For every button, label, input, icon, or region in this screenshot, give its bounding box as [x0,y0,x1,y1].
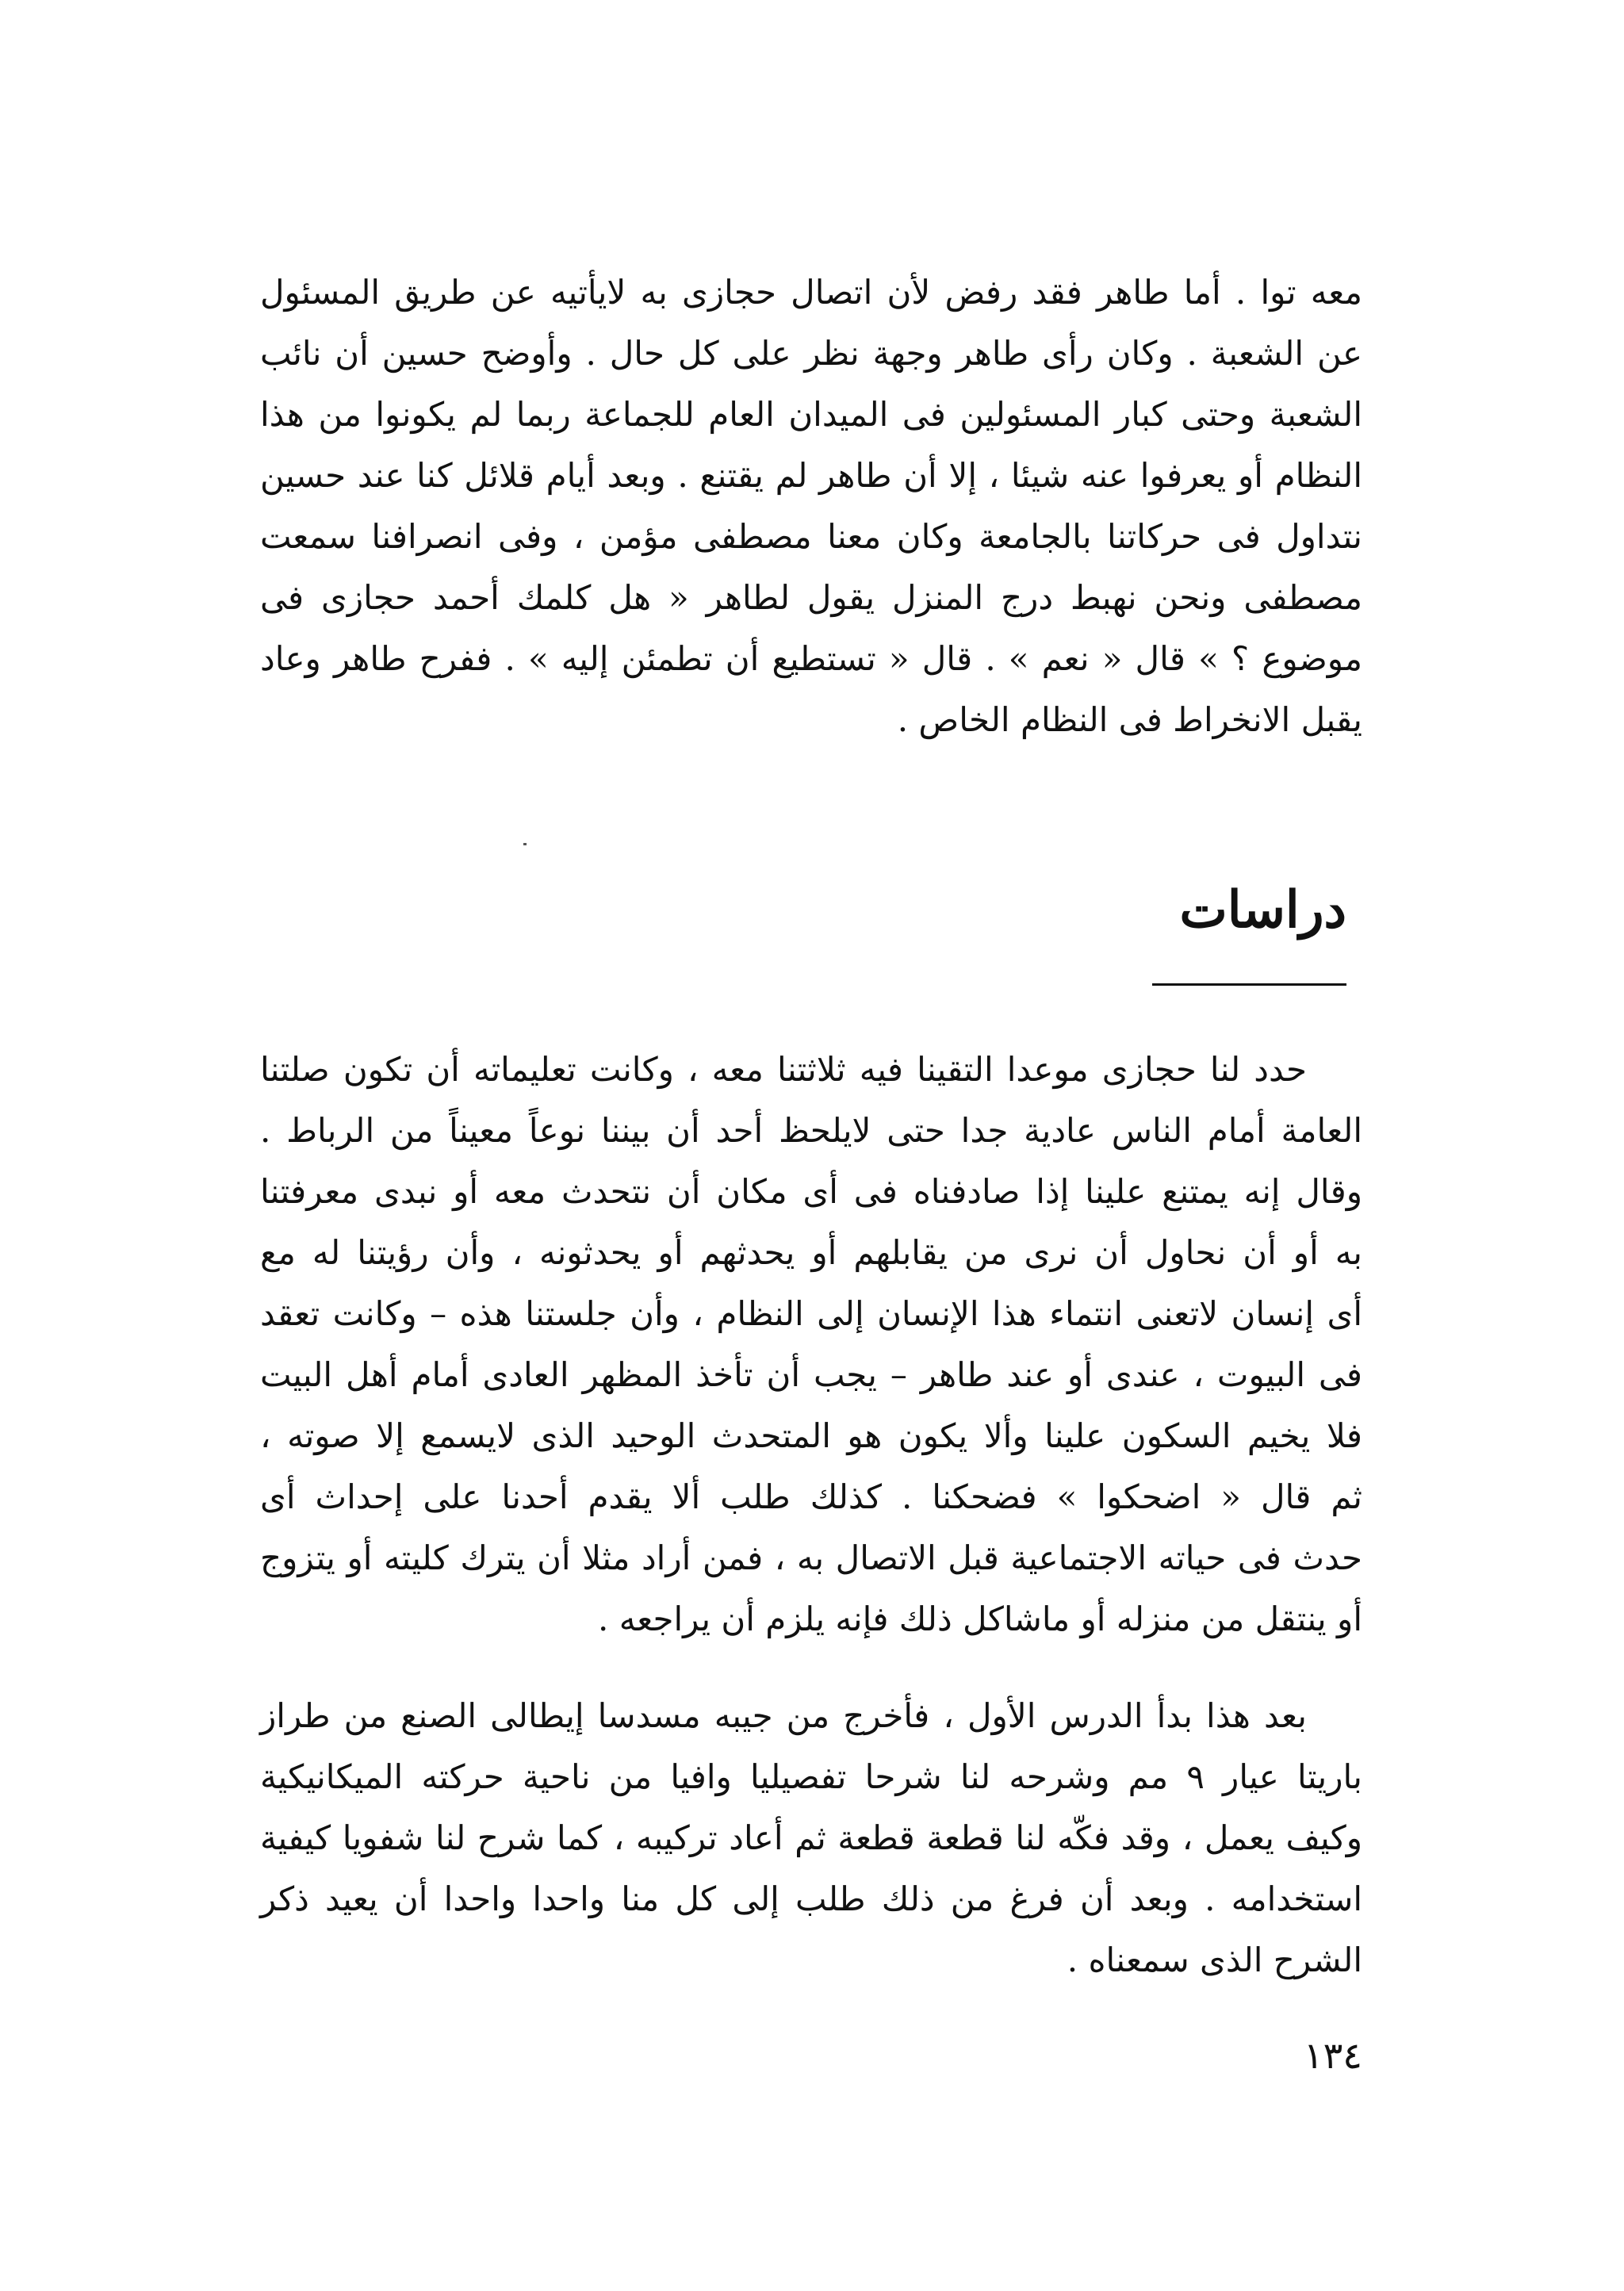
paragraph-3 [260,1685,1362,1990]
paragraph-1 [260,262,1362,750]
paragraph-line: حدث فى حياته الاجتماعية قبل الاتصال به ، فمن أراد مثلا أن يترك كليته أو يتزوج [260,1538,1362,1577]
paragraph-line: مصطفى ونحن نهبط درج المنزل يقول لطاهر « هل كلمك أحمد حجازى فى [260,578,1362,617]
paragraph-line: فلا يخيم السكون علينا وألا يكون هو المتحدث الوحيد الذى لايسمع إلا صوته ، [260,1416,1362,1455]
paragraph-line: حدد لنا حجازى موعدا التقينا فيه ثلاثتنا معه ، وكانت تعليماته أن تكون صلتنا [260,1050,1307,1089]
paragraph-line: العامة أمام الناس عادية جدا حتى لايلحظ أحد أن بيننا نوعاً معيناً من الرباط . [260,1111,1362,1150]
heading-underline [1152,983,1346,986]
paragraph-line: موضوع ؟ » قال « نعم » . قال « تستطيع أن تطمئن إليه » . ففرح طاهر وعاد [260,639,1362,678]
print-speck [523,843,527,845]
page-number: ١٣٤ [1303,2034,1362,2077]
paragraph-line: الشعبة وحتى كبار المسئولين فى الميدان العام للجماعة ربما لم يكونوا من هذا [260,395,1362,434]
paragraph-line: وقال إنه يمتنع علينا إذا صادفناه فى أى مكان أن نتحدث معه أو نبدى معرفتنا [260,1172,1362,1211]
paragraph-line: أى إنسان لاتعنى انتماء هذا الإنسان إلى النظام ، وأن جلستنا هذه – وكانت تعقد [260,1294,1362,1333]
paragraph-line: بعد هذا بدأ الدرس الأول ، فأخرج من جيبه مسدسا إيطالى الصنع من طراز [260,1696,1307,1735]
paragraph-line: الشرح الذى سمعناه . [1067,1940,1362,1979]
section-heading: دراسات [1179,880,1346,940]
paragraph-line: معه توا . أما طاهر فقد رفض لأن اتصال حجازى به لايأتيه عن طريق المسئول [260,273,1362,312]
paragraph-2 [260,1039,1362,1649]
paragraph-line: استخدامه . وبعد أن فرغ من ذلك طلب إلى كل منا واحدا واحدا أن يعيد ذكر [260,1879,1362,1918]
paragraph-line: باريتا عيار ٩ مم وشرحه لنا شرحا تفصيليا وافيا من ناحية حركته الميكانيكية [260,1757,1362,1796]
paragraph-line: أو ينتقل من منزله أو ماشاكل ذلك فإنه يلزم أن يراجعه . [598,1599,1362,1638]
paragraph-line: يقبل الانخراط فى النظام الخاص . [897,700,1362,739]
paragraph-line: عن الشعبة . وكان رأى طاهر وجهة نظر على كل حال . وأوضح حسين أن نائب [260,334,1362,373]
paragraph-line: نتداول فى حركاتنا بالجامعة وكان معنا مصطفى مؤمن ، وفى انصرافنا سمعت [260,517,1362,556]
paragraph-line: النظام أو يعرفوا عنه شيئا ، إلا أن طاهر لم يقتنع . وبعد أيام قلائل كنا عند حسين [260,456,1362,495]
paragraph-line: ثم قال « اضحكوا » فضحكنا . كذلك طلب ألا يقدم أحدنا على إحداث أى [260,1477,1362,1516]
paragraph-line: به أو أن نحاول أن نرى من يقابلهم أو يحدثهم أو يحدثونه ، وأن رؤيتنا له مع [260,1233,1362,1272]
paragraph-line: فى البيوت ، عندى أو عند طاهر – يجب أن تأخذ المظهر العادى أمام أهل البيت [260,1355,1362,1394]
paragraph-line: وكيف يعمل ، وقد فكّه لنا قطعة قطعة ثم أعاد تركيبه ، كما شرح لنا شفويا كيفية [260,1818,1362,1857]
